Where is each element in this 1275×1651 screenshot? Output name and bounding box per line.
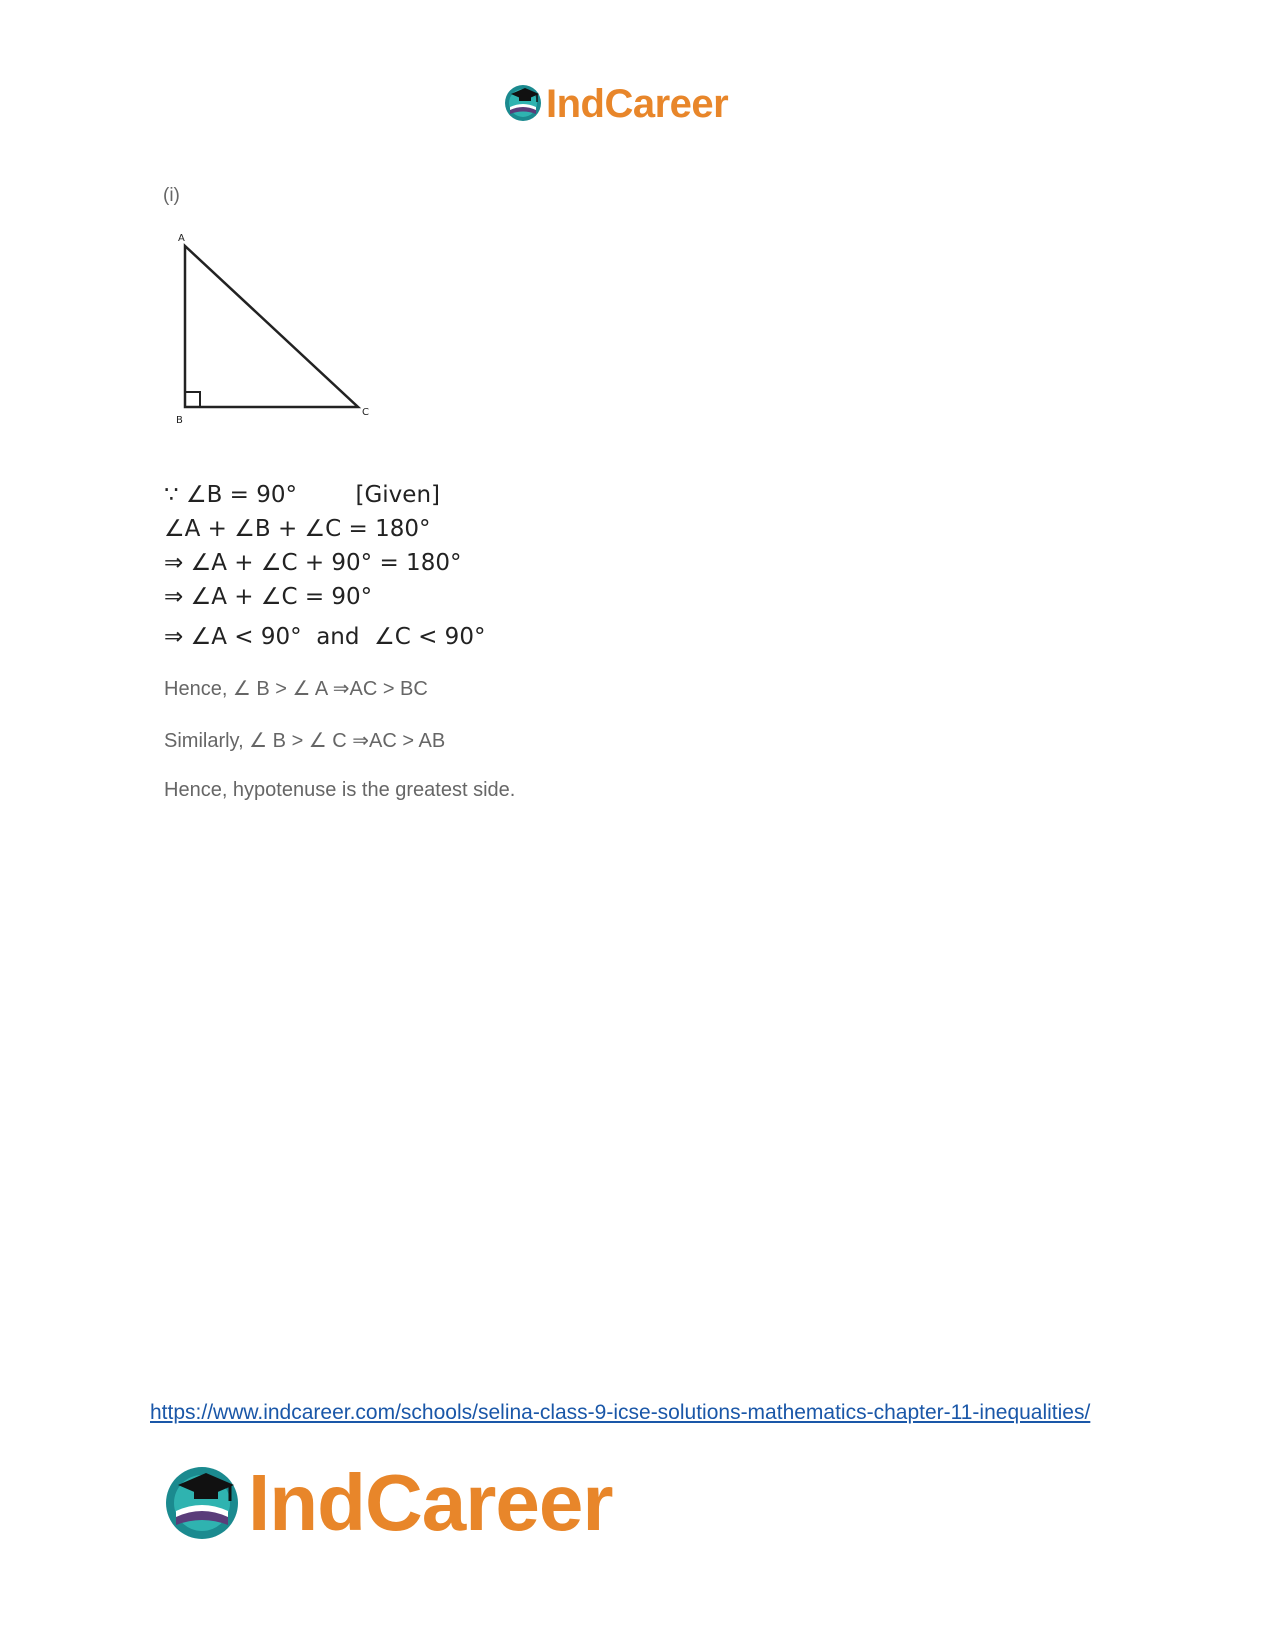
- equation-line: ∠A + ∠B + ∠C = 180°: [164, 516, 431, 542]
- graduation-cap-book-icon: [160, 1459, 244, 1547]
- conclusion-line: Hence, ∠ B > ∠ A ⇒AC > BC: [164, 678, 428, 700]
- logo-wordmark: IndCareer: [546, 82, 729, 126]
- conclusion-line: Similarly, ∠ B > ∠ C ⇒AC > AB: [164, 730, 446, 752]
- source-link[interactable]: https://www.indcareer.com/schools/selina-class-9-icse-solutions-mathematics-chapter-11-inequalities/: [150, 1401, 1091, 1424]
- logo-wordmark: IndCareer: [248, 1458, 613, 1547]
- part-label: (i): [163, 185, 180, 206]
- header-logo: [502, 80, 728, 128]
- graduation-cap-book-icon: [502, 81, 544, 127]
- equation-line: ⇒ ∠A < 90° and ∠C < 90°: [164, 624, 486, 650]
- right-angle-marker: [185, 392, 200, 407]
- equation-line: ⇒ ∠A + ∠C + 90° = 180°: [164, 550, 462, 576]
- equation-line: ∵ ∠B = 90° [Given]: [164, 482, 440, 508]
- vertex-label-b: B: [176, 415, 183, 426]
- right-triangle-figure: [170, 232, 400, 436]
- equation-line: ⇒ ∠A + ∠C = 90°: [164, 584, 373, 610]
- vertex-label-c: C: [362, 407, 369, 418]
- equation-block: [164, 478, 485, 654]
- conclusion-line: Hence, hypotenuse is the greatest side.: [164, 779, 516, 801]
- vertex-label-a: A: [178, 233, 185, 244]
- triangle-abc: [185, 246, 358, 407]
- footer-logo: [160, 1458, 612, 1548]
